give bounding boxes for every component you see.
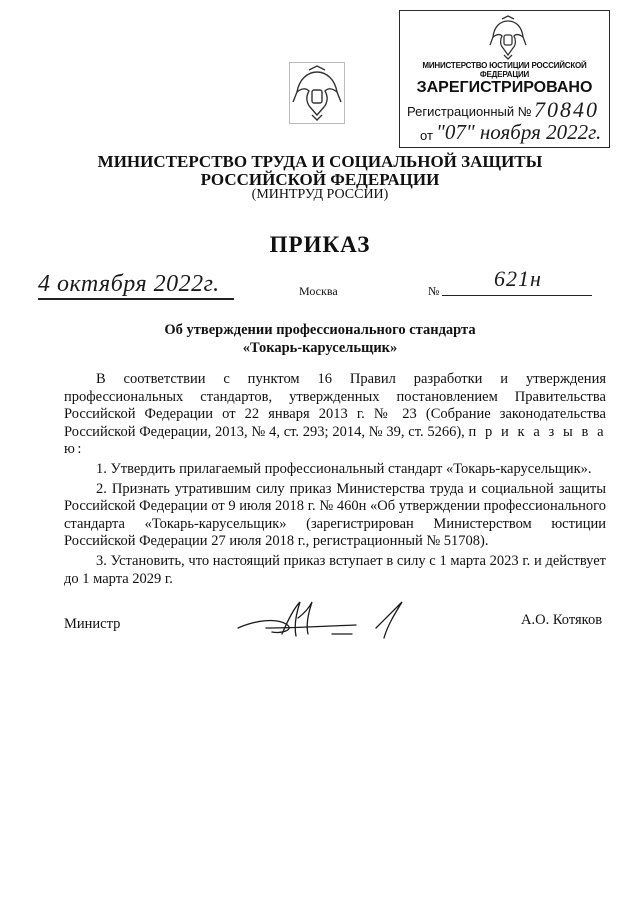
ministry-name-line2: РОССИЙСКОЙ ФЕДЕРАЦИИ bbox=[200, 170, 440, 189]
date-underline bbox=[38, 298, 234, 300]
signatory-role: Министр bbox=[64, 616, 121, 632]
registration-stamp bbox=[399, 10, 610, 148]
document-title: ПРИКАЗ bbox=[269, 232, 371, 257]
subject-line1: Об утверждении профессионального стандарта bbox=[164, 322, 476, 338]
document-city: Москва bbox=[299, 284, 338, 298]
order-body bbox=[64, 371, 606, 588]
stamp-date-label: от bbox=[420, 128, 433, 143]
stamp-number-value: 70840 bbox=[534, 97, 599, 122]
item-3: 3. Установить, что настоящий приказ вступает в силу с 1 марта 2023 г. и действует до 1 марта 2029 г. bbox=[64, 552, 606, 587]
stamp-ministry: МИНИСТЕРСТВО ЮСТИЦИИ РОССИЙСКОЙ ФЕДЕРАЦИИ bbox=[422, 61, 587, 79]
stamp-status: ЗАРЕГИСТРИРОВАНО bbox=[416, 79, 593, 96]
stamp-number-label: Регистрационный № bbox=[407, 104, 532, 119]
signatory-name: А.О. Котяков bbox=[521, 612, 603, 628]
preamble-text: В соответствии с пунктом 16 Правил разработки и утверждения профессиональных стандартов, утвержденных постановлением Правительства Российской Федерации от 22 января 2013 г. № 23 (Собрание законодательства Российской Федерации, 2013, № 4, ст. 293; 2014, № 39, ст. 5266), bbox=[64, 371, 606, 440]
preamble-paragraph bbox=[64, 371, 606, 459]
number-underline bbox=[442, 295, 592, 296]
document-number: 621н bbox=[494, 266, 542, 291]
document-date: 4 октября 2022г. bbox=[38, 271, 220, 297]
stamp-date-value: "07" ноября 2022г. bbox=[436, 120, 602, 144]
order-word: п р и к а з ы в а ю: bbox=[64, 423, 606, 458]
number-sign: № bbox=[428, 284, 440, 298]
subject-line2: «Токарь-карусельщик» bbox=[242, 340, 398, 356]
coat-of-arms-icon bbox=[488, 15, 528, 61]
ministry-name-line1: МИНИСТЕРСТВО ТРУДА И СОЦИАЛЬНОЙ ЗАЩИТЫ bbox=[97, 152, 543, 171]
handwritten-signature bbox=[236, 598, 408, 642]
item-1: 1. Утвердить прилагаемый профессиональный стандарт «Токарь-карусельщик». bbox=[96, 460, 592, 477]
coat-of-arms-icon bbox=[289, 62, 345, 124]
ministry-abbr: (МИНТРУД РОССИИ) bbox=[251, 187, 389, 202]
item-2: 2. Признать утратившим силу приказ Министерства труда и социальной защиты Российской Федерации от 9 июля 2018 г. № 460н «Об утверждении профессионального стандарта «Токарь-карусельщик» (зарегистрирован Министерством юстиции Российской Федерации 27 июля 2018 г., регистрационный № 51708). bbox=[64, 480, 606, 550]
